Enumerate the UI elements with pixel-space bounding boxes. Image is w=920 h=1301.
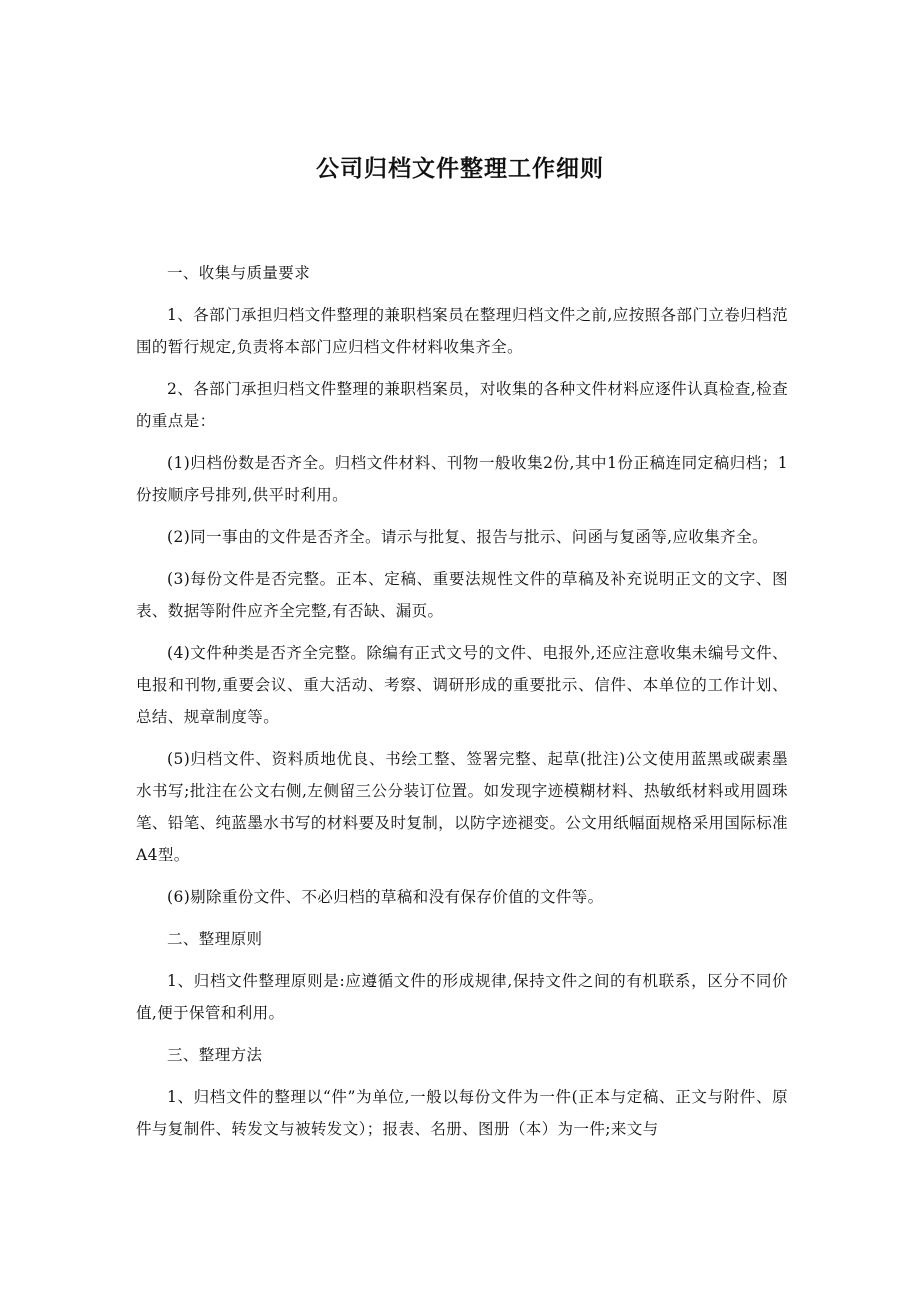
paragraph: 1、归档文件的整理以“件”为单位,一般以每份文件为一件(正本与定稿、正文与附件、原件与复制件、转发文与被转发文）；报表、名册、图册（本）为一件;来文与 <box>136 1088 788 1138</box>
paragraph: (4)文件种类是否齐全完整。除编有正式文号的文件、电报外,还应注意收集未编号文件、电报和刊物,重要会议、重大活动、考察、调研形成的重要批示、信件、本单位的工作计划、总结、规章制度等。 <box>136 644 788 726</box>
paragraph: 1、各部门承担归档文件整理的兼职档案员在整理归档文件之前,应按照各部门立卷归档范围的暂行规定,负责将本部门应归档文件材料收集齐全。 <box>136 306 788 356</box>
paragraph: 1、归档文件整理原则是:应遵循文件的形成规律,保持文件之间的有机联系，区分不同价值,便于保管和利用。 <box>136 972 788 1022</box>
paragraph: (6)剔除重份文件、不必归档的草稿和没有保存价值的文件等。 <box>167 888 604 906</box>
section-heading-principles: 二、整理原则 <box>167 930 263 948</box>
paragraph: (1)归档份数是否齐全。归档文件材料、刊物一般收集2份,其中1份正稿连同定稿归档；1份按顺序号排列,供平时利用。 <box>136 454 788 504</box>
document-body <box>136 257 788 1155</box>
document-title: 公司归档文件整理工作细则 <box>316 156 604 182</box>
paragraph: 2、各部门承担归档文件整理的兼职档案员，对收集的各种文件材料应逐件认真检查,检查的重点是： <box>136 380 788 430</box>
paragraph: (3)每份文件是否完整。正本、定稿、重要法规性文件的草稿及补充说明正文的文字、图表、数据等附件应齐全完整,有否缺、漏页。 <box>136 570 788 620</box>
section-heading-collection: 一、收集与质量要求 <box>167 264 311 282</box>
paragraph: (2)同一事由的文件是否齐全。请示与批复、报告与批示、问函与复函等,应收集齐全。 <box>167 528 768 546</box>
paragraph: (5)归档文件、资料质地优良、书绘工整、签署完整、起草(批注)公文使用蓝黑或碳素墨水书写;批注在公文右侧,左侧留三公分装订位置。如发现字迹模糊材料、热敏纸材料或用圆珠笔、铅笔、纯蓝墨水书写的材料要及时复制，以防字迹褪变。公文用纸幅面规格采用国际标准A4型。 <box>136 750 788 864</box>
section-heading-methods: 三、整理方法 <box>167 1046 263 1064</box>
